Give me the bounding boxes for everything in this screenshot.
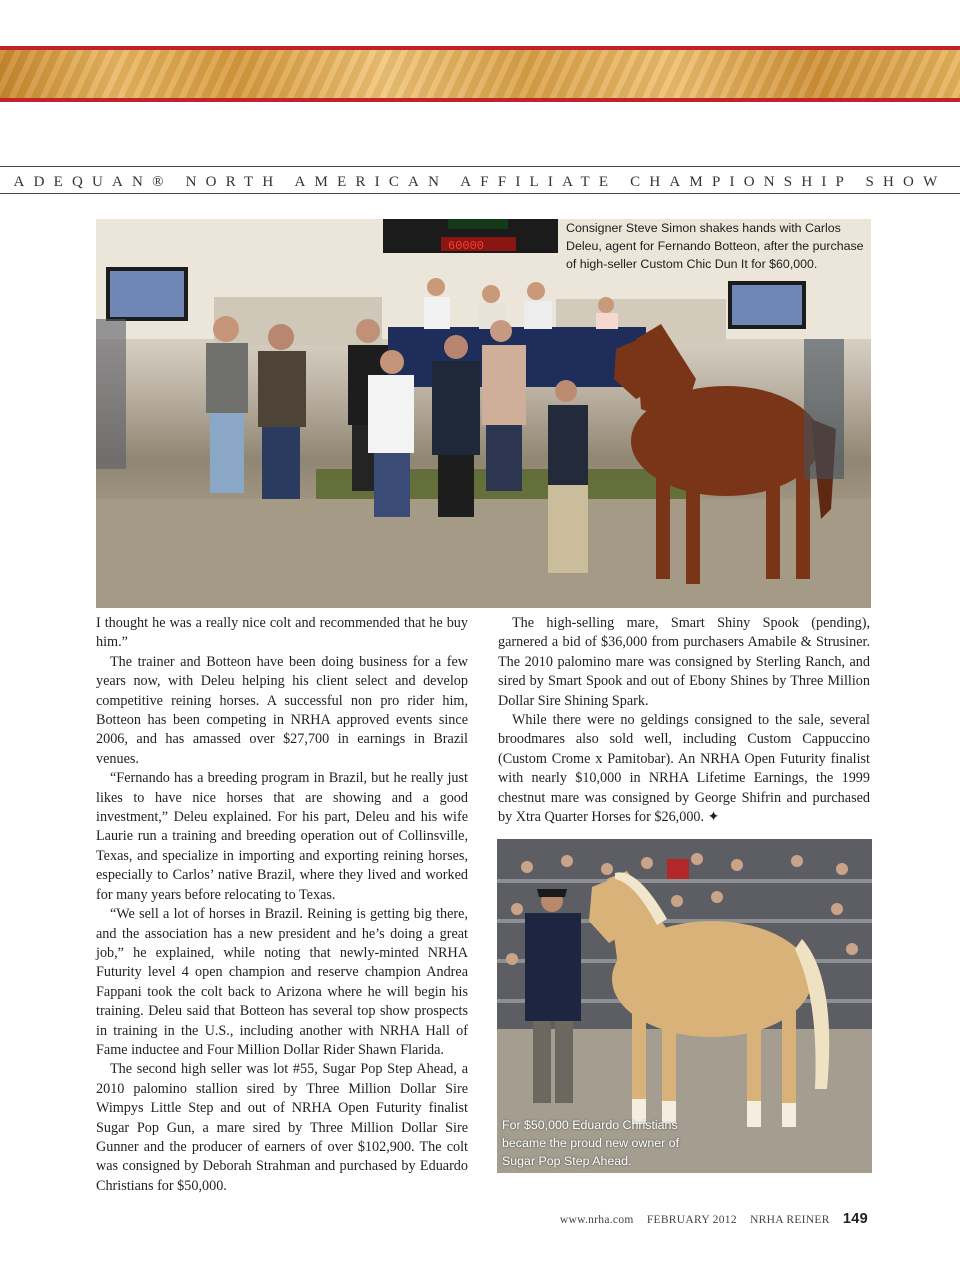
svg-text:60000: 60000 (448, 239, 485, 253)
left-paragraph-5: The second high seller was lot #55, Sugar Pop Step Ahead, a 2010 palomino stallion sired by Three Million Dollar Sire Wimpys Little Step and out of NRHA Open Futurity finalist Sugar Pop Gun, a mare sired by Three Million Dollar Sire Gunner and the producer of earners of over $102,900. The colt was consigned by Deborah Strahman and purchased by Eduardo Christians for $50,000. (96, 1061, 468, 1194)
left-paragraph-4: “We sell a lot of horses in Brazil. Reining is getting big there, and the association has a new president and he’s doing a great job,” he explained, while noting that newly-minted NRHA Futurity level 4 open champion and reserve champion Andrea Fappani took the colt back to Arizona where he will begin his training. Deleu said that Botteon has several top show prospects in training in the U.S., including another with NRHA Hall of Fame inductee and Four Million Dollar Rider Shawn Flarida. (96, 906, 468, 1058)
header-rule-top (0, 166, 960, 167)
photo1-caption: Consigner Steve Simon shakes hands with Carlos Deleu, agent for Fernando Botteon, after the purchase of high-seller Custom Chic Dun It for $60,000. (566, 221, 864, 271)
page-number: 149 (842, 1211, 868, 1227)
footer-publication: NRHA REINER (750, 1214, 830, 1226)
footer-url: www.nrha.com (559, 1214, 634, 1226)
left-paragraph-3: “Fernando has a breeding program in Brazil, but he really just likes to have nice horses that are showing and a good investment,” Deleu explained. For his part, Deleu and his wife Laurie run a training and breeding operation out of Collinsville, Texas, and specialize in importing and exporting reining horses, especially to Carlos’ native Brazil, where they lived and worked for many years before relocating to Texas. (96, 770, 468, 903)
page-footer (550, 1211, 868, 1227)
footer-date: FEBRUARY 2012 (646, 1214, 737, 1226)
article-right-column (498, 614, 870, 827)
left-paragraph-2: The trainer and Botteon have been doing business for a few years now, with Deleu helping his client select and develop competitive reining horses. A successful non pro rider him, Botteon has been competing in NRHA approved events since 2006, and has amassed over $27,700 in earnings in Brazil venues. (96, 653, 468, 767)
article-left-column (96, 614, 468, 1196)
auction-ring-photo (96, 219, 871, 608)
header-rule-bottom (0, 193, 960, 194)
section-header: ADEQUAN® NORTH AMERICAN AFFILIATE CHAMPIONSHIP SHOW (13, 174, 947, 190)
right-paragraph-1: The high-selling mare, Smart Shiny Spook (pending), garnered a bid of $36,000 from purchasers Amabile & Strusiner. The 2010 palomino mare was consigned by Sterling Ranch, and sired by Smart Spook and out of Ebony Shines by Three Million Dollar Sire Shining Spark. (498, 615, 870, 709)
decorative-header-band (0, 46, 960, 102)
photo2-caption: For $50,000 Eduardo Christians became the proud new owner of Sugar Pop Step Ahead. (502, 1118, 680, 1168)
left-paragraph-1: I thought he was a really nice colt and recommended that he buy him.” (96, 615, 468, 651)
right-paragraph-2: While there were no geldings consigned to the sale, several broodmares also sold well, including Custom Cappuccino (Custom Crome x Pamitobar). An NRHA Open Futurity finalist with nearly $10,000 in NRHA Lifetime Earnings, the 1999 chestnut mare was consigned by George Shifrin and purchased by Xtra Quarter Horses for $26,000. ✦ (498, 712, 870, 826)
